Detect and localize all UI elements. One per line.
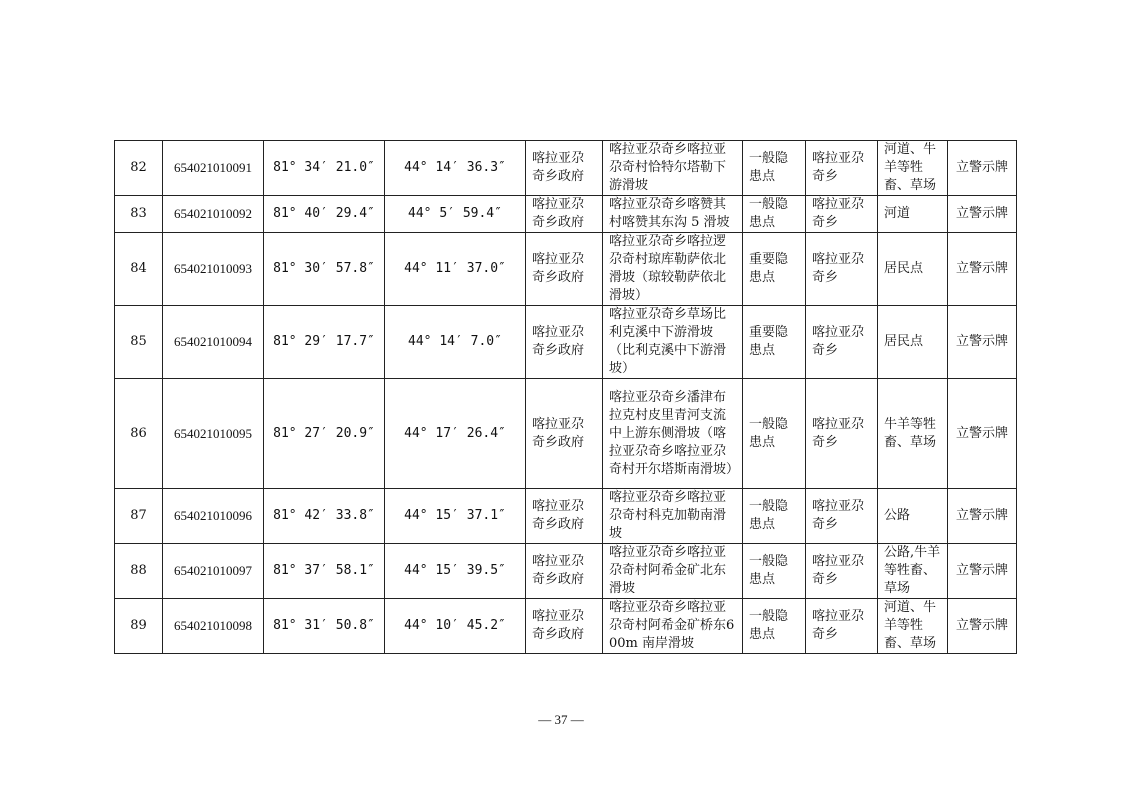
table-row: [115, 141, 1017, 196]
hazard-code: 654021010095: [163, 379, 264, 489]
longitude: 81° 37′ 58.1″: [264, 544, 385, 599]
hazard-code: 654021010092: [163, 196, 264, 233]
hazard-name: 喀拉亚尕奇乡喀拉亚尕奇村科克加勒南滑坡: [603, 489, 743, 544]
township: 喀拉亚尕奇乡: [806, 196, 878, 233]
hazard-name: 喀拉亚尕奇乡潘津布拉克村皮里青河支流中上游东侧滑坡（喀拉亚尕奇乡喀拉亚尕奇村开尔塔斯南滑坡）: [603, 379, 743, 489]
latitude: 44° 17′ 26.4″: [385, 379, 526, 489]
row-index: 88: [115, 544, 163, 599]
table-row: [115, 379, 1017, 489]
hazard-level: 一般隐患点: [743, 196, 806, 233]
latitude: 44° 11′ 37.0″: [385, 233, 526, 306]
hazard-level: 一般隐患点: [743, 141, 806, 196]
responsible-government: 喀拉亚尕奇乡政府: [526, 379, 603, 489]
row-index: 87: [115, 489, 163, 544]
latitude: 44° 14′ 36.3″: [385, 141, 526, 196]
longitude: 81° 29′ 17.7″: [264, 306, 385, 379]
latitude: 44° 15′ 37.1″: [385, 489, 526, 544]
responsible-government: 喀拉亚尕奇乡政府: [526, 306, 603, 379]
row-index: 86: [115, 379, 163, 489]
threatened-objects: 河道、牛羊等牲畜、草场: [878, 599, 948, 654]
latitude: 44° 14′ 7.0″: [385, 306, 526, 379]
latitude: 44° 5′ 59.4″: [385, 196, 526, 233]
threatened-objects: 河道、牛羊等牲畜、草场: [878, 141, 948, 196]
row-index: 84: [115, 233, 163, 306]
row-index: 85: [115, 306, 163, 379]
township: 喀拉亚尕奇乡: [806, 544, 878, 599]
row-index: 89: [115, 599, 163, 654]
hazard-code: 654021010096: [163, 489, 264, 544]
hazard-level: 重要隐患点: [743, 306, 806, 379]
responsible-government: 喀拉亚尕奇乡政府: [526, 599, 603, 654]
hazard-name: 喀拉亚尕奇乡草场比利克溪中下游滑坡（比利克溪中下游滑坡）: [603, 306, 743, 379]
table-row: [115, 599, 1017, 654]
township: 喀拉亚尕奇乡: [806, 379, 878, 489]
township: 喀拉亚尕奇乡: [806, 141, 878, 196]
longitude: 81° 34′ 21.0″: [264, 141, 385, 196]
threatened-objects: 牛羊等牲畜、草场: [878, 379, 948, 489]
page-number: — 37 —: [538, 712, 584, 727]
latitude: 44° 10′ 45.2″: [385, 599, 526, 654]
threatened-objects: 居民点: [878, 233, 948, 306]
hazard-code: 654021010091: [163, 141, 264, 196]
latitude: 44° 15′ 39.5″: [385, 544, 526, 599]
hazard-level: 一般隐患点: [743, 599, 806, 654]
row-index: 83: [115, 196, 163, 233]
township: 喀拉亚尕奇乡: [806, 489, 878, 544]
hazard-code: 654021010094: [163, 306, 264, 379]
township: 喀拉亚尕奇乡: [806, 233, 878, 306]
hazard-name: 喀拉亚尕奇乡喀赞其村喀赞其东沟 5 滑坡: [603, 196, 743, 233]
responsible-government: 喀拉亚尕奇乡政府: [526, 233, 603, 306]
table-row: [115, 233, 1017, 306]
hazard-level: 重要隐患点: [743, 233, 806, 306]
prevention-measure: 立警示牌: [948, 196, 1017, 233]
hazard-code: 654021010097: [163, 544, 264, 599]
responsible-government: 喀拉亚尕奇乡政府: [526, 544, 603, 599]
hazard-name: 喀拉亚尕奇乡喀拉亚尕奇村恰特尔塔勒下游滑坡: [603, 141, 743, 196]
responsible-government: 喀拉亚尕奇乡政府: [526, 141, 603, 196]
longitude: 81° 30′ 57.8″: [264, 233, 385, 306]
prevention-measure: 立警示牌: [948, 233, 1017, 306]
longitude: 81° 31′ 50.8″: [264, 599, 385, 654]
hazard-name: 喀拉亚尕奇乡喀拉亚尕奇村阿希金矿北东滑坡: [603, 544, 743, 599]
table-row: [115, 306, 1017, 379]
responsible-government: 喀拉亚尕奇乡政府: [526, 196, 603, 233]
prevention-measure: 立警示牌: [948, 379, 1017, 489]
hazard-level: 一般隐患点: [743, 544, 806, 599]
prevention-measure: 立警示牌: [948, 599, 1017, 654]
hazard-name: 喀拉亚尕奇乡喀拉逻尕奇村琼库勒萨依北滑坡（琼较勒萨依北滑坡）: [603, 233, 743, 306]
longitude: 81° 40′ 29.4″: [264, 196, 385, 233]
hazard-code: 654021010093: [163, 233, 264, 306]
hazard-points-table: [114, 140, 1017, 654]
table-row: [115, 196, 1017, 233]
hazard-code: 654021010098: [163, 599, 264, 654]
table-row: [115, 489, 1017, 544]
hazard-level: 一般隐患点: [743, 379, 806, 489]
threatened-objects: 居民点: [878, 306, 948, 379]
row-index: 82: [115, 141, 163, 196]
longitude: 81° 42′ 33.8″: [264, 489, 385, 544]
prevention-measure: 立警示牌: [948, 544, 1017, 599]
township: 喀拉亚尕奇乡: [806, 599, 878, 654]
prevention-measure: 立警示牌: [948, 489, 1017, 544]
prevention-measure: 立警示牌: [948, 141, 1017, 196]
threatened-objects: 公路: [878, 489, 948, 544]
township: 喀拉亚尕奇乡: [806, 306, 878, 379]
hazard-level: 一般隐患点: [743, 489, 806, 544]
table-row: [115, 544, 1017, 599]
threatened-objects: 河道: [878, 196, 948, 233]
threatened-objects: 公路,牛羊等牲畜、草场: [878, 544, 948, 599]
longitude: 81° 27′ 20.9″: [264, 379, 385, 489]
hazard-name: 喀拉亚尕奇乡喀拉亚尕奇村阿希金矿桥东600m 南岸滑坡: [603, 599, 743, 654]
prevention-measure: 立警示牌: [948, 306, 1017, 379]
responsible-government: 喀拉亚尕奇乡政府: [526, 489, 603, 544]
